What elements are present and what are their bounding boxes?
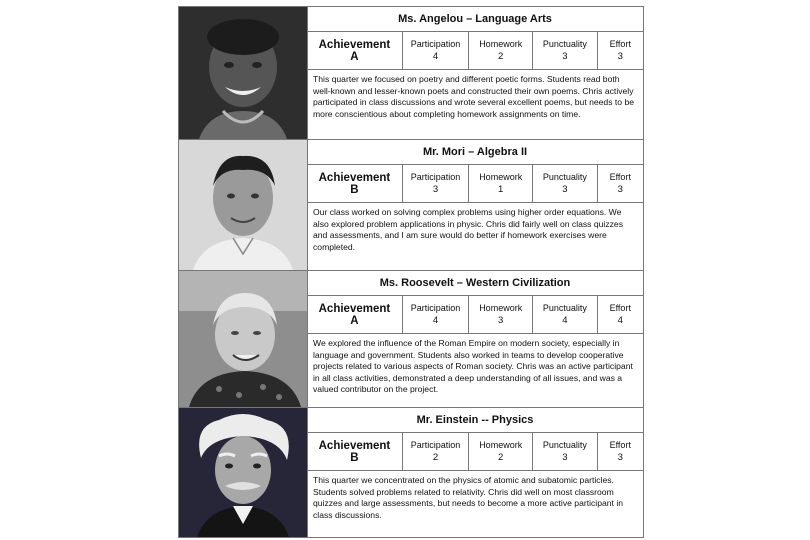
grade-value: 3 [617, 452, 623, 463]
punctuality-cell [533, 32, 597, 69]
effort-cell [598, 32, 643, 69]
effort-cell [598, 433, 643, 470]
grade-label: Homework [479, 39, 523, 49]
grade-value: 3 [617, 184, 623, 195]
grade-value: 3 [617, 51, 623, 62]
achievement-label: Achievement [318, 38, 391, 51]
punctuality-cell [533, 296, 597, 333]
course-info [307, 140, 643, 270]
course-title: Mr. Einstein -- Physics [307, 408, 643, 433]
grade-value: 3 [432, 184, 439, 195]
grade-label: Participation [410, 39, 461, 49]
report-card [178, 6, 644, 538]
grade-value: 4 [617, 315, 623, 326]
course-info [307, 271, 643, 407]
teacher-comment: We explored the influence of the Roman Empire on modern society, especially in language and government. Students also worked in teams to develop cooperative projects related to various aspects of Roman society. Chris was an active participant in all class activities, demonstrated a deep understanding of all issues, and was a valued contributor on the project. [313, 338, 633, 395]
grade-label: Effort [609, 172, 631, 182]
achievement-cell [307, 433, 403, 470]
achievement-label: Achievement [318, 171, 391, 184]
grade-label: Effort [609, 303, 631, 313]
participation-cell [403, 296, 469, 333]
grade-label: Participation [410, 440, 461, 450]
grades-row [307, 32, 643, 70]
teacher-comment: This quarter we focused on poetry and different poetic forms. Students read both well-known and lesser-known poets and constructed their own poems. Chris actively participated in class discussions and wrote several excellent poems, but needs to be more conscientious about completing homework assignments on time. [313, 74, 635, 119]
grades-row [307, 433, 643, 471]
grade-value: 3 [562, 452, 568, 463]
grade-value: 2 [432, 452, 439, 463]
grade-label: Homework [479, 440, 523, 450]
teacher-section [179, 7, 643, 140]
grade-label: Effort [609, 39, 631, 49]
homework-cell [469, 296, 533, 333]
punctuality-cell [533, 433, 597, 470]
achievement-label: Achievement [318, 439, 391, 452]
grade-value: 3 [562, 184, 568, 195]
course-info [307, 7, 643, 139]
grade-value: 4 [432, 51, 439, 62]
achievement-cell [307, 296, 403, 333]
grade-label: Participation [410, 172, 461, 182]
grades-row [307, 165, 643, 203]
grade-value: 3 [562, 51, 568, 62]
course-info [307, 408, 643, 537]
teacher-section [179, 140, 643, 271]
teacher-section [179, 271, 643, 408]
course-title: Mr. Mori – Algebra II [307, 140, 643, 165]
grade-label: Effort [609, 440, 631, 450]
achievement-grade: A [350, 314, 359, 327]
homework-cell [469, 433, 533, 470]
participation-cell [403, 165, 469, 202]
grade-label: Homework [479, 303, 523, 313]
homework-cell [469, 32, 533, 69]
participation-cell [403, 433, 469, 470]
grade-value: 2 [498, 452, 504, 463]
participation-cell [403, 32, 469, 69]
teacher-comment: Our class worked on solving complex problems using higher order equations. We also explored problem applications in physic. Chris did fairly well on class quizzes and assessments, and I am sure would do better if homework exercises were completed. [313, 207, 623, 252]
grade-value: 4 [432, 315, 439, 326]
course-title: Ms. Angelou – Language Arts [307, 7, 643, 32]
grade-value: 2 [498, 51, 504, 62]
effort-cell [598, 165, 643, 202]
grade-value: 3 [498, 315, 504, 326]
teacher-photo [179, 140, 308, 270]
teacher-photo [179, 408, 308, 537]
teacher-comment: This quarter we concentrated on the physics of atomic and subatomic particles. Students solved problems related to relativity. Chris did well on most classroom quizzes and large assessments, but needs to become a more active participant in class discussions. [313, 475, 624, 520]
grades-row [307, 296, 643, 334]
achievement-cell [307, 165, 403, 202]
grade-label: Punctuality [542, 172, 587, 182]
achievement-grade: B [350, 451, 359, 464]
achievement-grade: A [350, 50, 359, 63]
achievement-cell [307, 32, 403, 69]
achievement-label: Achievement [318, 302, 391, 315]
grade-label: Participation [410, 303, 461, 313]
grade-value: 4 [562, 315, 568, 326]
homework-cell [469, 165, 533, 202]
grade-label: Punctuality [542, 440, 587, 450]
achievement-grade: B [350, 183, 359, 196]
effort-cell [598, 296, 643, 333]
teacher-photo [179, 7, 308, 139]
grade-label: Punctuality [542, 303, 587, 313]
course-title: Ms. Roosevelt – Western Civilization [307, 271, 643, 296]
teacher-photo [179, 271, 308, 407]
teacher-section [179, 408, 643, 537]
punctuality-cell [533, 165, 597, 202]
grade-value: 1 [498, 184, 504, 195]
grade-label: Homework [479, 172, 523, 182]
grade-label: Punctuality [542, 39, 587, 49]
